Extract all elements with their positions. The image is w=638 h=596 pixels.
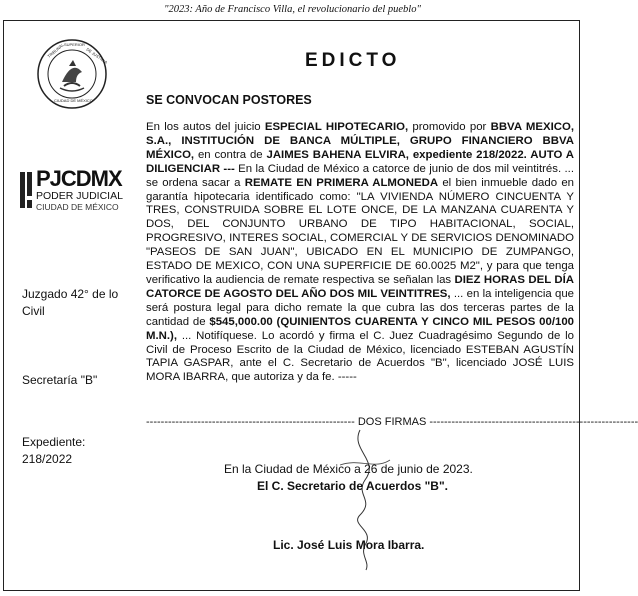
body-text-1: En los autos del juicio [146,121,265,133]
body-text-5: En la Ciudad de México a catorce de junio de dos mil veintitrés. ... se ordena sacar a [146,162,574,189]
court-name: Juzgado 42° de lo Civil [22,287,119,318]
body-text-7: ... en la inteligencia que será postura legal para dicho remate la que cubra las dos terceras partes de la cantidad de [146,287,574,328]
secretaria-label: Secretaría "B" [22,373,98,387]
svg-text:SUPERIOR: SUPERIOR [64,42,85,47]
body-bold-3: JAIMES BAHENA ELVIRA, [266,148,409,161]
body-text-6: el bien inmueble dado en garantía hipotecaria identificado como: "LA VIVIENDA NÚMERO CINCUENTA Y TRES, CONSTRUIDA SOBRE EL LOTE ONCE, DE LA MANZANA CUARENTA Y DOS, DEL CONJUNTO URBANO DE TIPO HABITACIONAL, SOCIAL, PROGRESIVO, INTERES SOCIAL, COMERCIAL Y DE SERVICIOS DENOMINADO "PASEOS DE SAN JUAN", UBICADO EN EL MUNICIPIO DE ZUMPANGO, ESTADO DE MEXICO, CON UNA SUPERFICIE DE 60.0025 M2", y para que tenga verificativo la audiencia de remate respectiva se señalan las [146,176,574,286]
logo-name: PJCDMX [36,166,122,191]
pjcdmx-logo [20,168,130,212]
body-text-2: promovido por [408,121,491,133]
logo-poder-judicial: PODER JUDICIAL [36,190,123,202]
motto-header: "2023: Año de Francisco Villa, el revolucionario del pueblo" [164,4,421,15]
body-bold-4: expediente 218/2022. AUTO A DILIGENCIAR --- [146,148,574,175]
signatory-name: Lic. José Luis Mora Ibarra. [273,538,425,552]
body-text-3: en contra de [194,148,267,161]
logo-ciudad: CIUDAD DE MÉXICO [36,202,119,212]
expediente-label: Expediente: [22,435,86,449]
body-bold-2: BBVA MEXICO, S.A., INSTITUCIÓN DE BANCA MÚLTIPLE, GRUPO FINANCIERO BBVA MÉXICO, [146,121,574,161]
body-bold-7: $545,000.00 (QUINIENTOS CUARENTA Y CINCO MIL PESOS 00/100 M.N.), [146,315,574,342]
pjcdmx-logo-mark-icon [20,170,34,210]
expediente-number: 218/2022 [22,452,73,466]
place-date: En la Ciudad de México a 26 de junio de 2023. [224,462,473,476]
signatory-role: El C. Secretario de Acuerdos "B". [257,479,448,493]
body-bold-1: ESPECIAL HIPOTECARIO, [264,121,409,133]
mexico-coat-of-arms-seal-icon [36,38,108,110]
edict-body [146,121,574,385]
svg-text:CIUDAD DE MÉXICO: CIUDAD DE MÉXICO [54,98,93,103]
expediente-block [22,434,132,468]
body-bold-5: REMATE EN PRIMERA ALMONEDA [244,176,439,189]
svg-text:DE JUSTICIA: DE JUSTICIA [85,46,109,65]
svg-text:TRIBUNAL: TRIBUNAL [46,42,65,59]
document-title: EDICTO [305,50,401,71]
body-bold-6: DIEZ HORAS DEL DÍA CATORCE DE AGOSTO DEL AÑO DOS MIL VEINTITRES, [146,273,574,300]
dos-firmas-line: --------------------------------------------------------- DOS FIRMAS --------------------------------------------------------- [146,416,638,428]
body-text-8: ... Notifíquese. Lo acordó y firma el C. Juez Cuadragésimo Segundo de lo Civil de Proceso Escrito de la Ciudad de México, licenciado ESTEBAN AGUSTÍN TAPIA GASPAR, ante el C. Secretario de Acuerdos "B", licenciado JOSÉ LUIS MORA IBARRA, que autoriza y da fe. ----- [146,329,574,384]
document-subtitle: SE CONVOCAN POSTORES [146,93,312,107]
